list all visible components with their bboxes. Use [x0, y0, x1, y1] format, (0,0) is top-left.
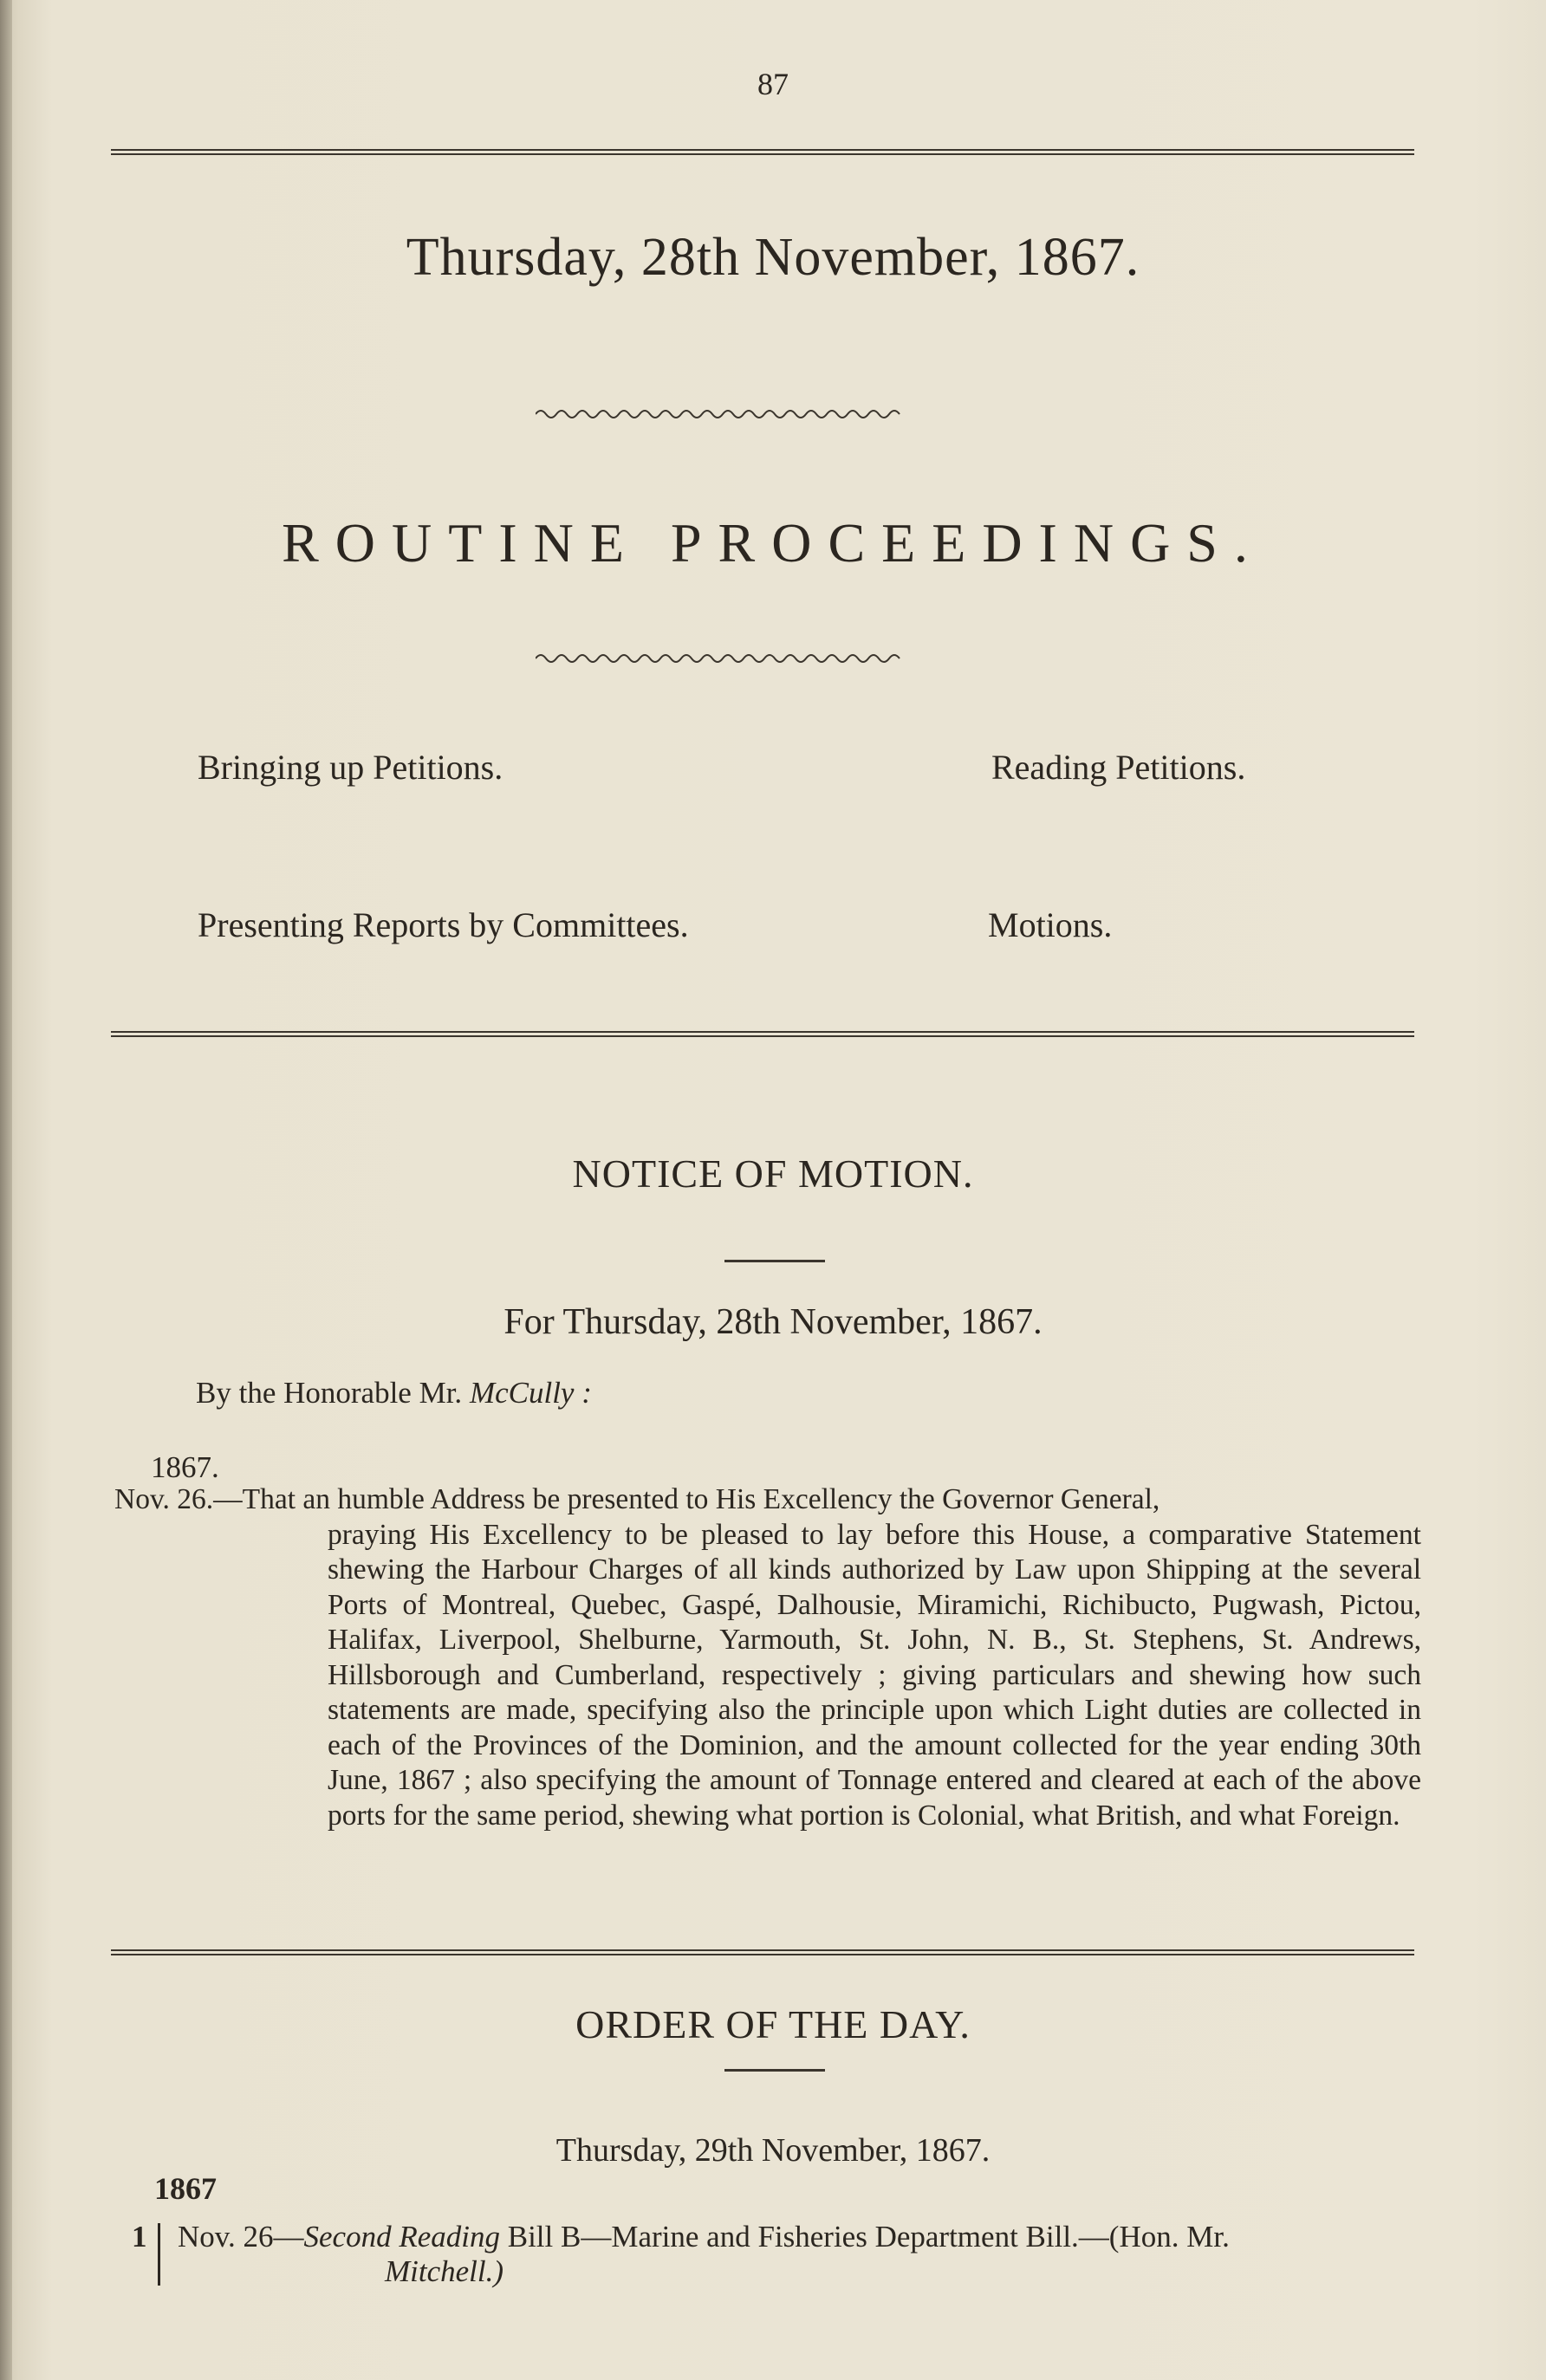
- notice-year: 1867.: [151, 1450, 219, 1484]
- order-sponsor: Mitchell.): [385, 2254, 504, 2288]
- notice-for-date: For Thursday, 28th November, 1867.: [503, 1302, 1043, 1342]
- notice-title: NOTICE OF MOTION.: [572, 1151, 974, 1196]
- short-rule-notice: [724, 1260, 825, 1262]
- date-heading: Thursday, 28th November, 1867.: [406, 228, 1140, 287]
- order-title: ORDER OF THE DAY.: [575, 2002, 971, 2046]
- short-rule-order: [724, 2069, 825, 2072]
- motion-body: praying His Excellency to be pleased to lay before this House, a comparative Statement shewing the Harbour Charges of all kinds authorized by Law upon Shipping at the several Ports of Montreal, Quebec, Gaspé, Dalhousie, Miramichi, Richibucto, Pugwash, Pictou, Halifax, Liverpool, Shelburne, Yarmouth, St. John, N. B., St. Stephens, St. Andrews, Hillsborough and Cumberland, respectively ; giving particulars and shewing how such statements are made, specifying also the principle upon which Light duties are collected in each of the Provinces of the Dominion, and the amount collected for the year ending 30th June, 1867 ; also specifying the amount of Tonnage entered and cleared at each of the above ports for the same period, shewing what portion is Colonial, what British, and what Foreign.: [328, 1518, 1421, 1832]
- routine-item-motions: Motions.: [988, 905, 1113, 944]
- notice-by-line: [196, 1376, 592, 1410]
- ornament-wave-1: [536, 407, 908, 421]
- order-date-label: Nov. 26—: [178, 2220, 304, 2254]
- by-name: McCully :: [469, 1376, 592, 1410]
- routine-item-presenting-reports: Presenting Reports by Committees.: [198, 905, 689, 944]
- order-margin-bar: [158, 2223, 160, 2286]
- order-entry: [132, 2220, 1423, 2289]
- order-year: 1867: [154, 2171, 217, 2206]
- routine-item-reading-petitions: Reading Petitions.: [991, 748, 1246, 787]
- ornament-wave-2: [536, 652, 908, 665]
- order-bill: Bill B—Marine and Fisheries Department Bill.—(Hon. Mr.: [507, 2220, 1230, 2254]
- routine-item-bringing-petitions: Bringing up Petitions.: [198, 748, 503, 787]
- double-rule-middle: [111, 1031, 1414, 1037]
- motion-text: [114, 1482, 1421, 1833]
- order-date: Thursday, 29th November, 1867.: [555, 2132, 991, 2169]
- motion-first-line: [114, 1482, 1421, 1518]
- motion-date-label: Nov. 26.—: [114, 1483, 243, 1515]
- by-prefix: By the Honorable Mr.: [196, 1376, 463, 1410]
- routine-title: ROUTINE PROCEEDINGS.: [282, 512, 1264, 574]
- motion-first-line-text: That an humble Address be presented to His Excellency the Governor General,: [242, 1483, 1160, 1515]
- page-number: 87: [757, 67, 789, 101]
- order-reading: Second Reading: [303, 2220, 500, 2254]
- double-rule-top: [111, 149, 1414, 155]
- order-number: 1: [132, 2220, 147, 2254]
- double-rule-bottom: [111, 1949, 1414, 1955]
